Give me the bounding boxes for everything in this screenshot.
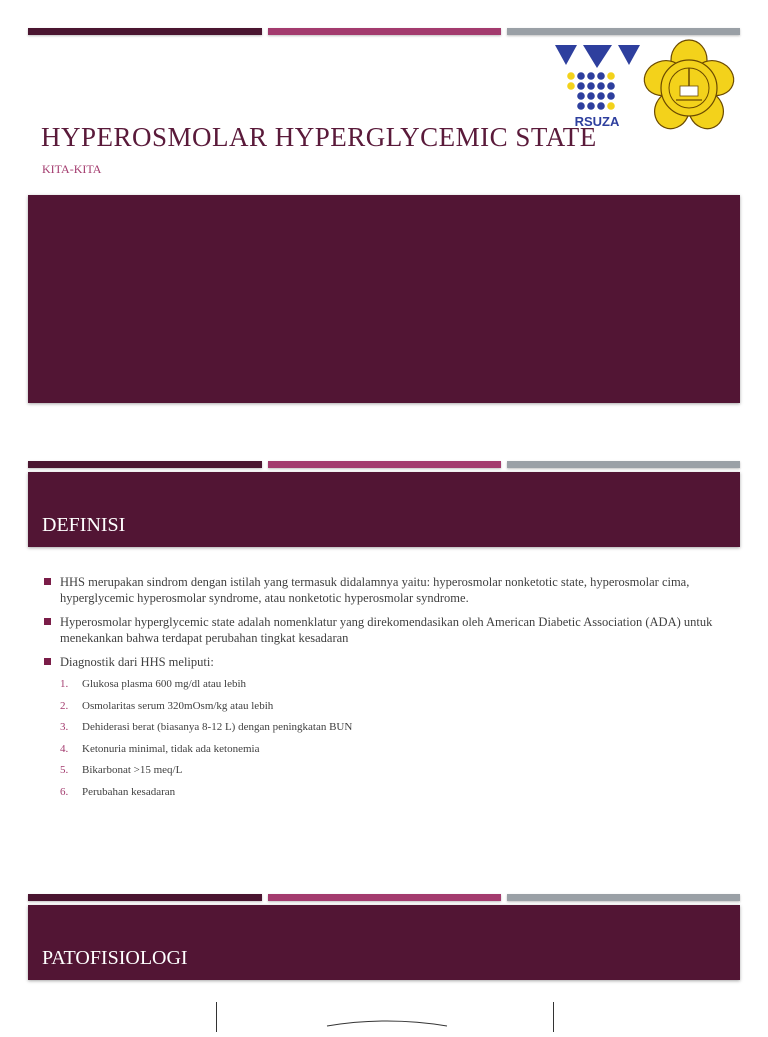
list-item [44,614,724,646]
list-item-text: Hyperosmolar hyperglycemic state adalah nomenklatur yang direkomendasikan oleh American Diabetic Association (ADA) untuk menekankan bahwa terdapat perubahan tingkat kesadaran [60,615,713,645]
stripe-maroon [28,28,262,35]
definisi-header [28,472,740,547]
bullet-square-icon [44,658,51,665]
list-item [44,654,724,670]
rsuza-logo-text: RSUZA [574,114,620,129]
list-item-text: Diagnostik dari HHS meliputi: [60,655,214,669]
university-seal-logo [640,38,738,134]
title-banner [28,195,740,403]
section-stripes [28,461,740,468]
stripe-gray [507,461,740,468]
diagnostic-criteria-list [60,678,352,807]
item-number: 4. [60,742,69,755]
stripe-maroon [28,461,262,468]
section-heading: DEFINISI [42,514,126,536]
item-number: 3. [60,721,69,733]
item-number: 2. [60,699,69,712]
definition-list [44,574,724,678]
stripe-gray [507,28,740,35]
item-text: Perubahan kesadaran [82,785,176,798]
item-number: 5. [60,764,69,776]
stripe-pink [268,461,501,468]
list-item-text: HHS merupakan sindrom dengan istilah yang termasuk didalamnya yaitu: hyperosmolar nonketotic state, hyperosmolar cima, hyperglycemic hyperosmolar syndrome, atau nonketotic hyperosmolar syndrome. [60,575,690,605]
numbered-item [60,721,352,743]
slide-subtitle: KITA-KITA [42,162,102,176]
numbered-item [60,700,352,722]
stripe-gray [507,894,740,901]
section-heading: PATOFISIOLOGI [42,947,188,969]
list-item [44,574,724,606]
numbered-item [60,764,352,786]
diagram-frame [216,1002,554,1032]
slide-title: HYPEROSMOLAR HYPERGLYCEMIC STATE [41,122,597,152]
rsuza-logo [555,40,640,130]
diagram-preview [217,1002,553,1032]
stripe-maroon [28,894,262,901]
item-text: Osmolaritas serum 320mOsm/kg atau lebih [82,699,274,712]
numbered-item [60,743,352,765]
stripe-pink [268,894,501,901]
bullet-square-icon [44,618,51,625]
item-text: Ketonuria minimal, tidak ada ketonemia [82,742,260,755]
item-text: Glukosa plasma 600 mg/dl atau lebih [82,678,247,690]
item-number: 1. [60,678,69,690]
patofisiologi-header [28,905,740,980]
bullet-square-icon [44,578,51,585]
numbered-item [60,786,352,808]
item-text: Dehiderasi berat (biasanya 8-12 L) dengan peningkatan BUN [82,721,353,733]
top-stripes [28,28,740,35]
section-stripes [28,894,740,901]
item-number: 6. [60,785,69,798]
item-text: Bikarbonat >15 meq/L [82,764,183,776]
stripe-pink [268,28,501,35]
numbered-item [60,678,352,700]
